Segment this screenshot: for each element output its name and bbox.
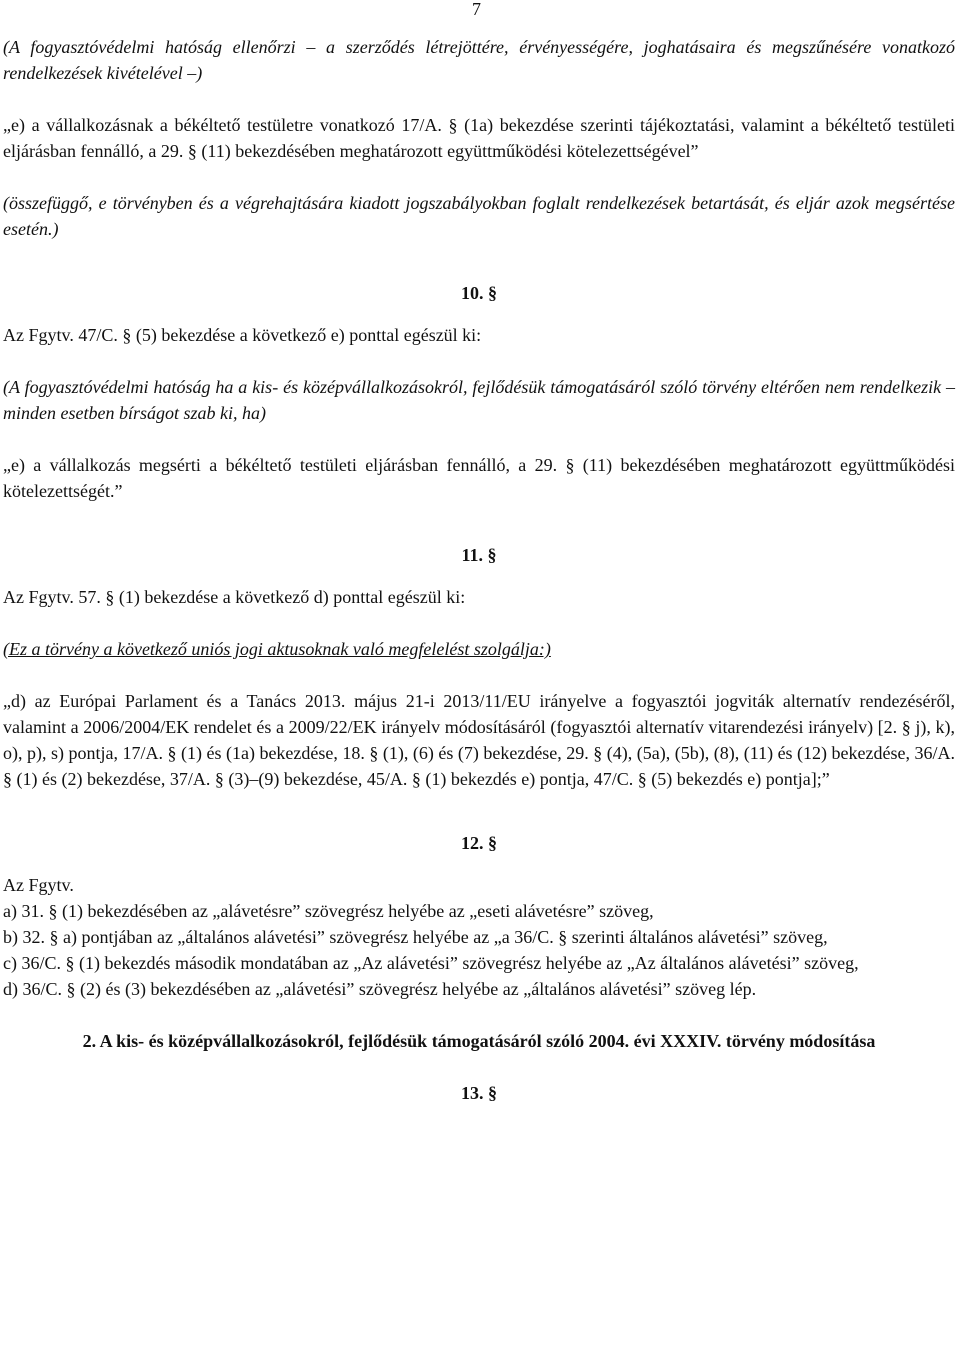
chapter-2-title: 2. A kis- és középvállalkozásokról, fejlődésük támogatásáról szóló 2004. évi XXXIV. törvény módosítása bbox=[82, 1031, 876, 1051]
section-11-intro: (Ez a törvény a következő uniós jogi aktusoknak való megfelelést szolgálja:) bbox=[3, 639, 551, 659]
block1-point-e: „e) a vállalkozásnak a békéltető testületre vonatkozó 17/A. § (1a) bekezdése szerinti tájékoztatási, valamint a békéltető testületi eljárásban fennálló, a 29. § (11) bekezdésében meghatározott együttműködési kötelezettségével” bbox=[3, 115, 955, 161]
section-10-intro: (A fogyasztóvédelmi hatóság ha a kis- és középvállalkozásokról, fejlődésük támogatásáról szóló törvény eltérően nem rendelkezik – minden esetben bírságot szab ki, ha) bbox=[3, 377, 955, 423]
section-12-item-d: d) 36/C. § (2) és (3) bekezdésében az „alávetési” szövegrész helyébe az „általános alávetési” szöveg lép. bbox=[3, 979, 757, 999]
section-10-point-e: „e) a vállalkozás megsérti a békéltető testületi eljárásban fennálló, a 29. § (11) bekezdésében meghatározott együttműködési kötelezettségét.” bbox=[3, 455, 955, 501]
block1-intro: (A fogyasztóvédelmi hatóság ellenőrzi – a szerződés létrejöttére, érvényességére, joghatásaira és megszűnésére vonatkozó rendelkezések kivételével –) bbox=[3, 37, 955, 83]
page-number: 7 bbox=[472, 0, 481, 19]
section-12-lead: Az Fgytv. bbox=[3, 875, 74, 895]
section-12-item-c: c) 36/C. § (1) bekezdés második mondatában az „Az alávetési” szövegrész helyébe az „Az általános alávetési” szöveg, bbox=[3, 953, 859, 973]
section-12-item-b: b) 32. § a) pontjában az „általános alávetési” szövegrész helyébe az „a 36/C. § szerinti általános alávetési” szöveg, bbox=[3, 927, 828, 947]
section-12-heading: 12. § bbox=[461, 833, 497, 853]
section-11-heading: 11. § bbox=[461, 545, 497, 565]
section-12-item-a: a) 31. § (1) bekezdésében az „alávetésre” szövegrész helyébe az „eseti alávetésre” szöveg, bbox=[3, 901, 654, 921]
section-13-heading: 13. § bbox=[461, 1083, 497, 1103]
section-11-body: Az Fgytv. 57. § (1) bekezdése a következő d) ponttal egészül ki: bbox=[3, 587, 466, 607]
document-body bbox=[3, 34, 955, 1106]
section-11-point-d: „d) az Európai Parlament és a Tanács 2013. május 21-i 2013/11/EU irányelve a fogyasztói jogviták alternatív rendezéséről, valamint a 2006/2004/EK rendelet és a 2009/22/EK irányelv módosításáról (fogyasztói alternatív vitarendezési irányelv) [2. § j), k), o), p), s) pontja, 17/A. § (1) és (1a) bekezdése, 18. § (1), (6) és (7) bekezdése, 29. § (4), (5a), (5b), (8), (11) és (12) bekezdése, 36/A. § (1) és (2) bekezdése, 37/A. § (3)–(9) bekezdése, 45/A. § (1) bekezdés e) pontja, 47/C. § (5) bekezdés e) pontja];” bbox=[3, 691, 955, 789]
section-10-body: Az Fgytv. 47/C. § (5) bekezdése a következő e) ponttal egészül ki: bbox=[3, 325, 482, 345]
section-10-heading: 10. § bbox=[461, 283, 497, 303]
block1-outro: (összefüggő, e törvényben és a végrehajtására kiadott jogszabályokban foglalt rendelkezések betartását, és eljár azok megsértése esetén.) bbox=[3, 193, 955, 239]
